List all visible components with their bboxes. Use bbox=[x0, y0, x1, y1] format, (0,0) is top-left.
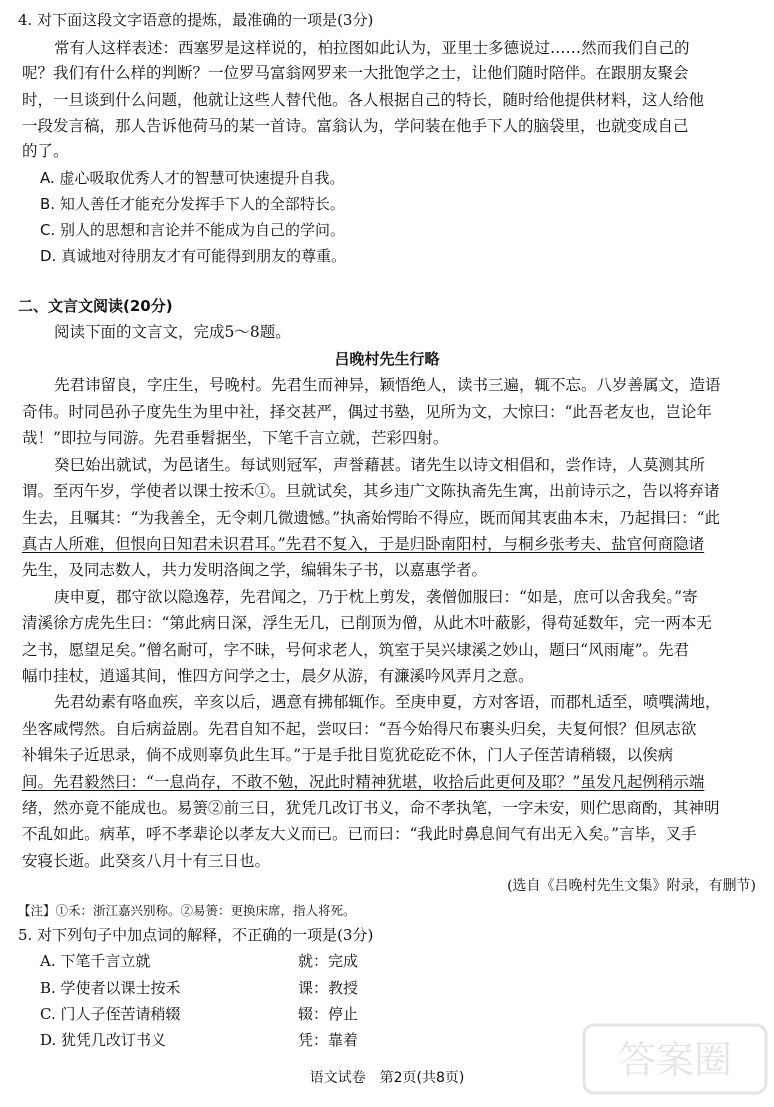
q4-option-c: C. 别人的思想和言论并不能成为自己的学问。 bbox=[40, 221, 346, 239]
watermark-text: 答案圈 bbox=[617, 1038, 733, 1082]
q4-stem: 4. 对下面这段文字语意的提炼，最准确的一项是(3分) bbox=[18, 11, 374, 29]
passage-line: 谓。至丙午岁，学使者以课士按禾①。旦就试矣，其乡违广文陈执斋先生寓，出前诗示之，告以将弃诸 bbox=[22, 482, 720, 500]
passage-line-underlined: 间。先君毅然曰：“一息尚存，不敢不勉，况此时精神犹堪，收拾后此更何及耶？”虽发凡起例稍示端 bbox=[22, 773, 705, 791]
q4-passage-line: 时，一旦谈到什么问题，他就让这些人替代他。各人根据自己的特长，随时给他提供材料，这人给他 bbox=[22, 91, 705, 109]
q5-option-d: D. 犹凭几改订书义 bbox=[40, 1031, 167, 1049]
q5-option-b-gloss: 课：教授 bbox=[298, 979, 359, 997]
q5-option-c: C. 门人子侄苦请稍辍 bbox=[40, 1005, 181, 1023]
passage-line: 先生，及同志数人，共力发明洛闽之学，编辑朱子书，以嘉惠学者。 bbox=[22, 561, 488, 579]
footnote: 【注】①禾：浙江嘉兴别称。②易箦：更换床席，指人将死。 bbox=[18, 903, 356, 918]
q5-option-c-gloss: 辍：停止 bbox=[298, 1005, 359, 1023]
passage-line: 安寝长逝。此癸亥八月十有三日也。 bbox=[22, 852, 271, 870]
passage-line: 之书，愿望足矣。”僧名耐可，字不昧，号何求老人，筑室于吴兴埭溪之妙山，题曰“风雨庵”。先君 bbox=[22, 641, 690, 659]
q5-option-d-gloss: 凭：靠着 bbox=[298, 1031, 359, 1049]
passage-line: 幅巾挂杖，逍遥其间，惟四方问学之士，晨夕从游，有濂溪吟风弄月之意。 bbox=[22, 667, 534, 685]
q5-option-a-gloss: 就：完成 bbox=[298, 952, 359, 970]
q4-option-a: A. 虚心吸取优秀人才的智慧可快速提升自我。 bbox=[40, 169, 345, 187]
section-heading: 二、文言文阅读(20分) bbox=[18, 297, 173, 315]
q4-passage-line: 一段发言稿，那人告诉他荷马的某一首诗。富翁认为，学问装在他手下人的脑袋里，也就变成自己 bbox=[22, 117, 689, 135]
passage-line: 绪，然亦竟不能成也。易箦②前三日，犹凭几改订书义，命不孝执笔，一字未安，则伫思商酌，其神明 bbox=[22, 799, 720, 817]
passage-line: 奇伟。时同邑孙子度先生为里中社，择交甚严，偶过书塾，见所为文，大惊曰：“此吾老友也，岂论年 bbox=[22, 403, 712, 421]
q4-passage-line: 呢？我们有什么样的判断？一位罗马富翁网罗来一大批饱学之士，让他们随时陪伴。在跟朋友聚会 bbox=[22, 64, 689, 82]
section-instruction: 阅读下面的文言文，完成5～8题。 bbox=[54, 323, 291, 341]
passage-source: (选自《吕晚村先生文集》附录，有删节) bbox=[507, 878, 756, 894]
watermark-stamp-icon bbox=[580, 1019, 770, 1099]
passage-line: 补辑朱子近思录，倘不成则辜负此生耳。”于是手批目览犹矻矻不休，门人子侄苦请稍辍，以俟病 bbox=[22, 746, 674, 764]
passage-line: 庚申夏，郡守欲以隐逸荐，先君闻之，乃于枕上剪发，袭僧伽服曰：“如是，庶可以舍我矣。”寄 bbox=[54, 588, 698, 606]
passage-line: 生去，且嘱其：“为我善全，无令刺几微遗憾。”执斋始愕眙不得应，既而闻其衷曲本末，乃起揖曰：“此 bbox=[22, 509, 721, 527]
q4-option-b: B. 知人善任才能充分发挥手下人的全部特长。 bbox=[40, 195, 345, 213]
page-footer: 语文试卷 第2页(共8页) bbox=[309, 1070, 465, 1086]
q4-passage-line: 常有人这样表述：西塞罗是这样说的，柏拉图如此认为，亚里士多德说过……然而我们自己的 bbox=[54, 39, 690, 57]
q4-option-d: D. 真诚地对待朋友才有可能得到朋友的尊重。 bbox=[40, 247, 347, 265]
passage-line: 清溪徐方虎先生曰：“第此病日深，浮生无几，已削顶为僧，从此木叶蔽影，得苟延数年，完一两本无 bbox=[22, 614, 712, 632]
passage-line-underlined: 真古人所难，但恨向日知君未识君耳。”先君不复入，于是归卧南阳村，与桐乡张考夫、盐官何商隐诸 bbox=[22, 535, 705, 553]
passage-line: 癸巳始出就试，为邑诸生。每试则冠军，声誉藉甚。诸先生以诗文相倡和，尝作诗，人莫测其所 bbox=[54, 456, 706, 474]
passage-line: 不乱如此。病革，呼不孝辈论以孝友大义而已。已而曰：“我此时鼻息间气有出无入矣。”言毕，叉手 bbox=[22, 825, 697, 843]
passage-line: 哉！”即拉与同游。先君垂髫据坐，下笔千言立就，芒彩四射。 bbox=[22, 429, 449, 447]
q5-stem: 5. 对下列句子中加点词的解释，不正确的一项是(3分) bbox=[18, 926, 374, 944]
passage-line: 先君幼素有咯血疾，辛亥以后，遇意有拂郁辄作。至庚申夏，方对客语，而郡札适至，喷噀满地， bbox=[54, 693, 721, 711]
q5-option-a: A. 下笔千言立就 bbox=[40, 952, 151, 970]
passage-line: 先君讳留良，字庄生，号晚村。先君生而神异，颖悟绝人，读书三遍，辄不忘。八岁善属文，造语 bbox=[54, 376, 721, 394]
passage-line: 坐客咸愕然。自后病益剧。先君自知不起，尝叹曰：“吾今始得尺布裹头归矣，夫复何恨？但夙志欲 bbox=[22, 720, 697, 738]
q5-option-b: B. 学使者以课士按禾 bbox=[40, 979, 181, 997]
passage-title: 吕晚村先生行略 bbox=[334, 350, 440, 368]
q4-passage-line: 的了。 bbox=[22, 142, 69, 160]
